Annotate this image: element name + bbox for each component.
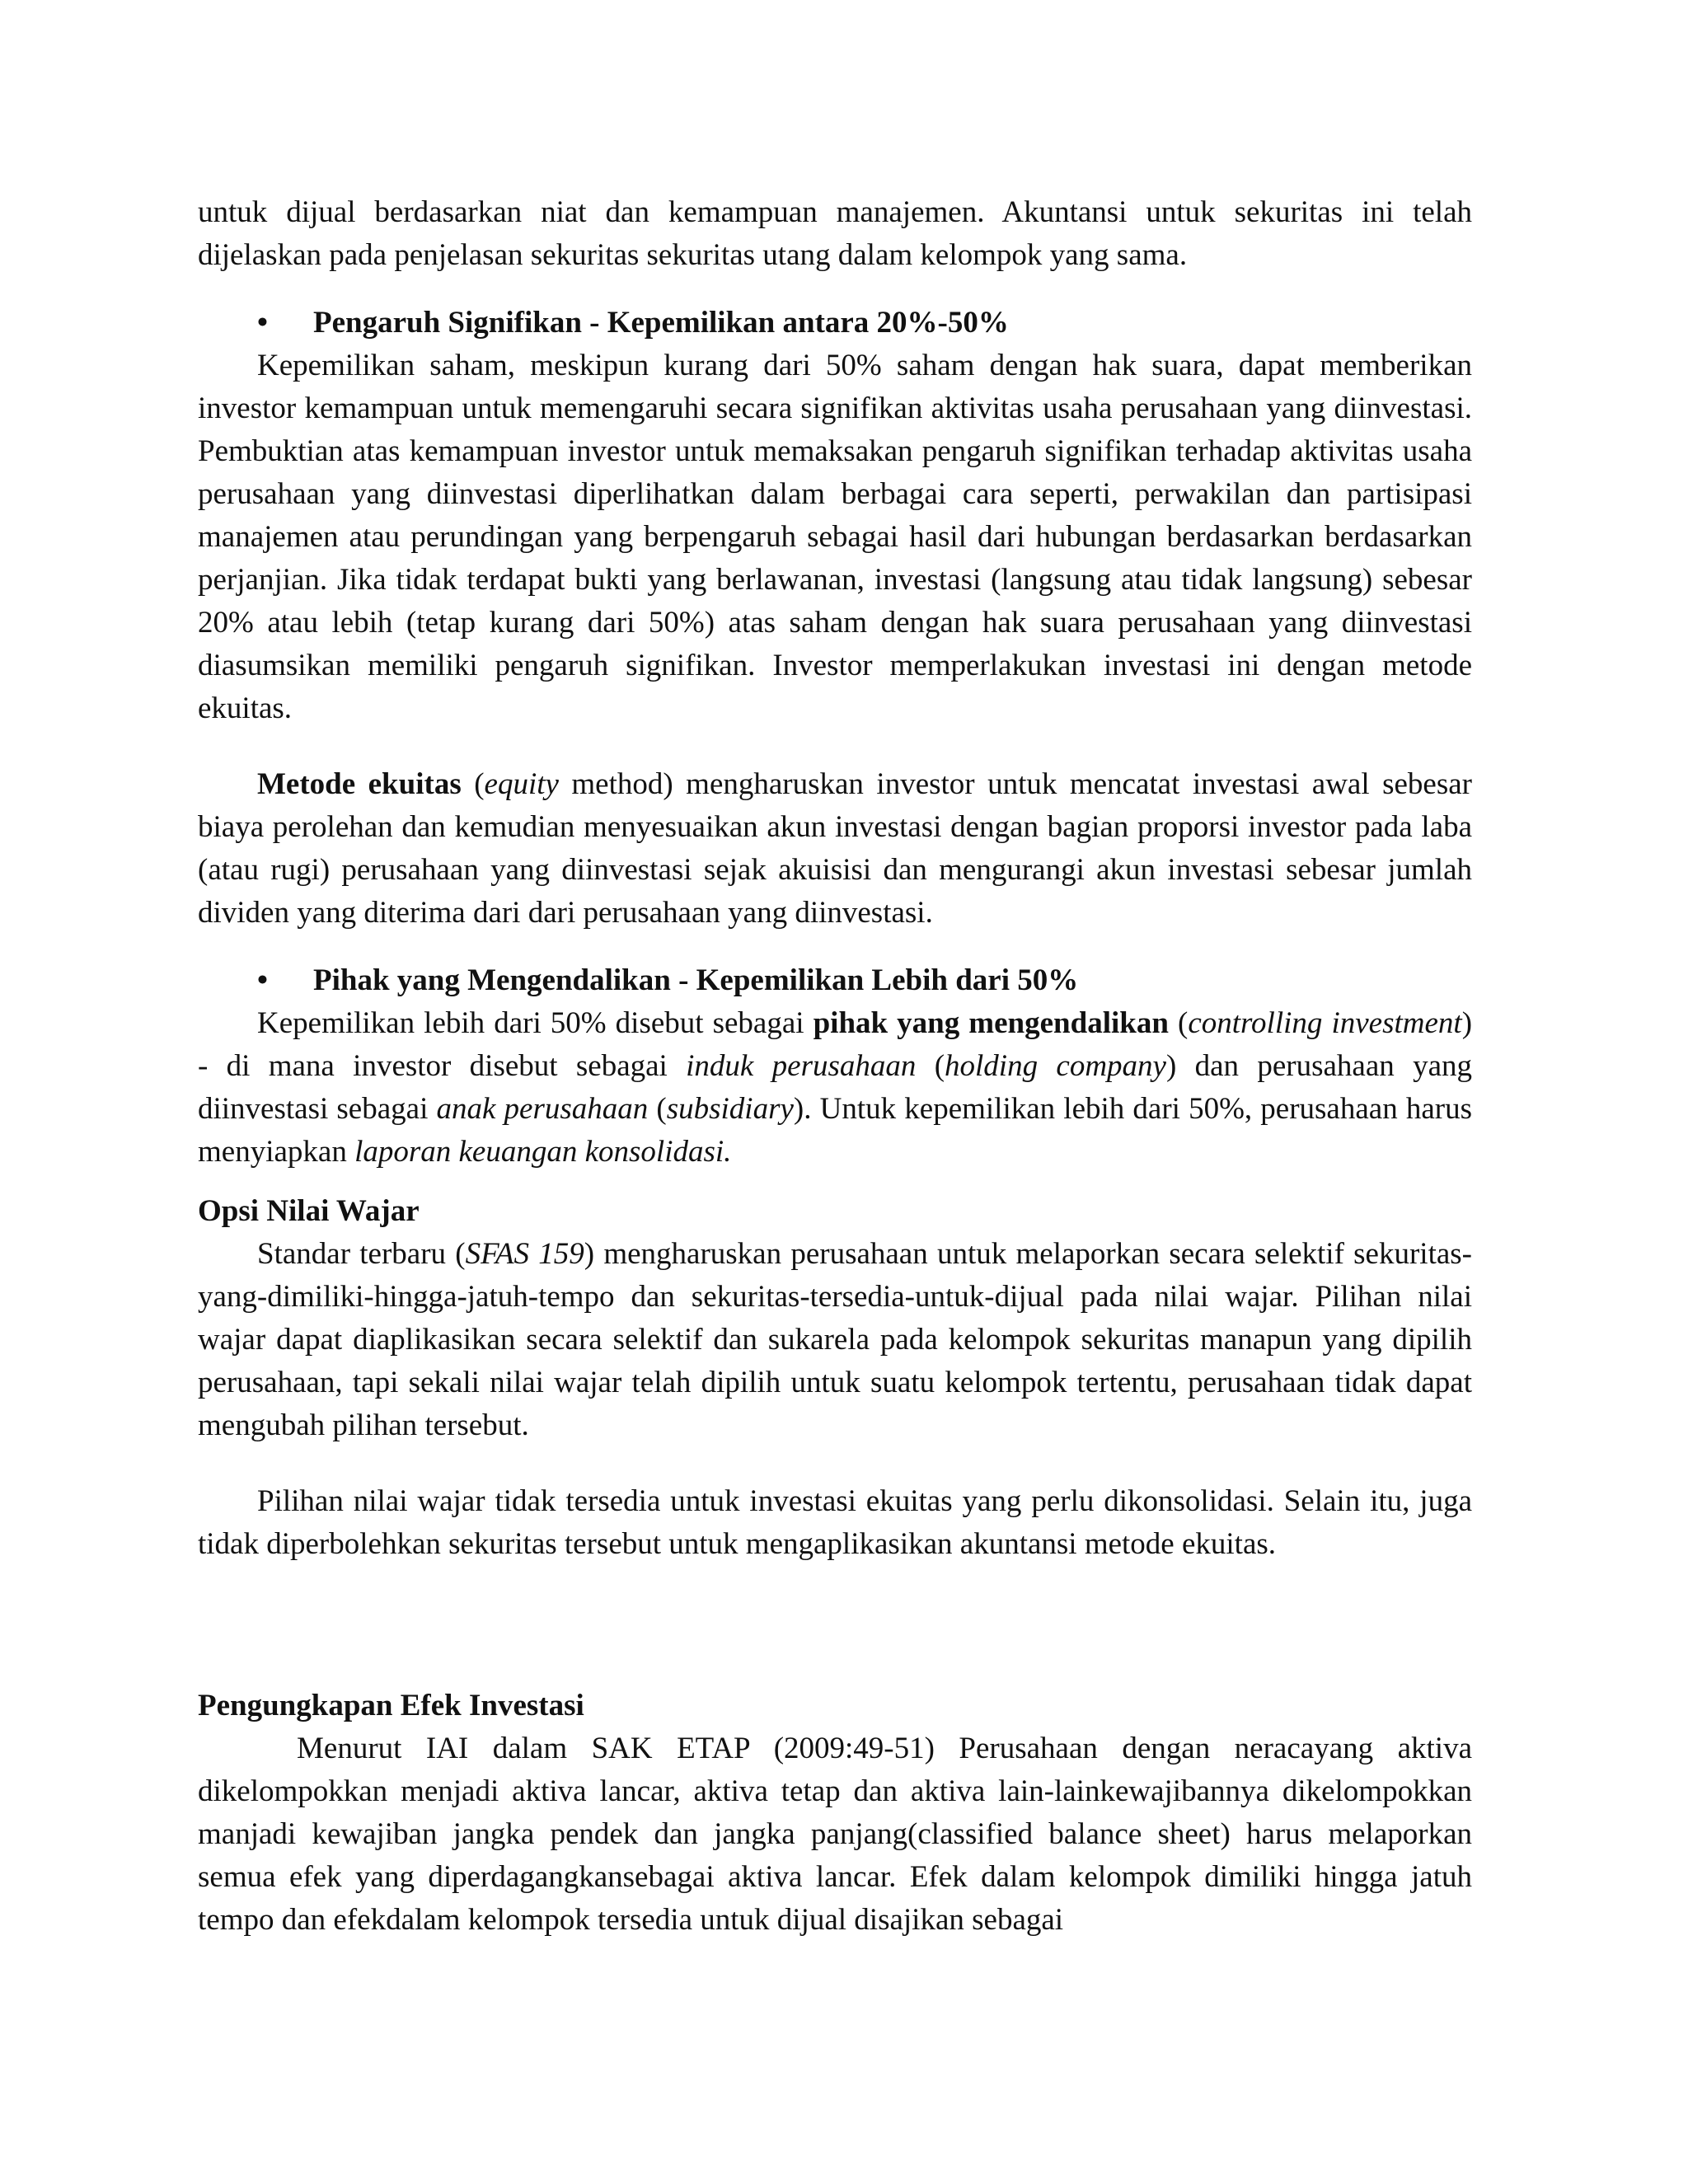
- intro-paragraph: untuk dijual berdasarkan niat dan kemampuan manajemen. Akuntansi untuk sekuritas ini telah dijelaskan pada penjelasan sekuritas sekuritas utang dalam kelompok yang sama.: [198, 195, 1472, 272]
- bullet-heading-significant-influence: [198, 302, 1472, 344]
- bullet-icon: •: [257, 306, 268, 340]
- controlling-paragraph: [198, 1002, 1472, 1174]
- text-span: (: [461, 767, 485, 801]
- equity-method-paragraph: [198, 763, 1472, 935]
- controlling-term: pihak yang mengendalikan: [813, 1006, 1169, 1040]
- italic-term: SFAS 159: [465, 1237, 584, 1271]
- bullet-heading-text: Pihak yang Mengendalikan - Kepemilikan Lebih dari 50%: [313, 963, 1079, 997]
- text-span: ) mengharuskan perusahaan untuk melaporkan secara selektif sekuritas-yang-dimiliki-hingga-jatuh-tempo dan sekuritas-tersedia-untuk-dijual pada nilai wajar. Pilihan nilai wajar dapat diaplikasikan secara selektif dan sukarela pada kelompok sekuritas manapun yang dipilih perusahaan, tapi sekali nilai wajar telah dipilih untuk suatu kelompok tertentu, perusahaan tidak dapat mengubah pilihan tersebut.: [198, 1237, 1472, 1442]
- equity-method-term: Metode ekuitas: [257, 767, 462, 801]
- italic-term: subsidiary: [666, 1092, 794, 1126]
- bullet-icon: •: [257, 963, 268, 997]
- text-span: (: [916, 1049, 945, 1083]
- disclosure-paragraph: Menurut IAI dalam SAK ETAP (2009:49-51) Perusahaan dengan neracayang aktiva dikelompokkan menjadi aktiva lancar, aktiva tetap dan aktiva lain-lainkewajibannya dikelompokkan manjadi kewajiban jangka pendek dan jangka panjang(classified balance sheet) harus melaporkan semua efek yang diperdagangkansebagai aktiva lancar. Efek dalam kelompok dimiliki hingga jatuh tempo dan efekdalam kelompok tersedia untuk dijual disajikan sebagai: [198, 1732, 1472, 1937]
- italic-term: laporan keuangan konsolidasi.: [354, 1135, 732, 1169]
- disclosure-heading: Pengungkapan Efek Investasi: [198, 1689, 584, 1722]
- text-span: method) mengharuskan investor untuk mencatat investasi awal sebesar biaya perolehan dan kemudian menyesuaikan akun investasi dengan bagian proporsi investor pada laba (atau rugi) perusahaan yang diinvestasi sejak akuisisi dan mengurangi akun investasi sebesar jumlah dividen yang diterima dari dari perusahaan yang diinvestasi.: [198, 767, 1472, 930]
- text-span: ). Untuk kepemilikan lebih dari 50%, perusahaan harus menyiapkan: [198, 1092, 1472, 1169]
- text-span: (: [648, 1092, 667, 1126]
- bullet-heading-controlling: [198, 959, 1472, 1002]
- italic-term: induk perusahaan: [686, 1049, 917, 1083]
- bullet-heading-text: Pengaruh Signifikan - Kepemilikan antara 20%-50%: [313, 306, 1009, 340]
- text-span: (: [1168, 1006, 1189, 1040]
- equity-term-en: equity: [484, 767, 559, 801]
- fair-value-paragraph-2: Pilihan nilai wajar tidak tersedia untuk investasi ekuitas yang perlu dikonsolidasi. Selain itu, juga tidak diperbolehkan sekuritas tersebut untuk mengaplikasikan akuntansi metode ekuitas.: [198, 1484, 1472, 1561]
- italic-term: controlling investment: [1188, 1006, 1462, 1040]
- text-span: ) - di mana investor disebut sebagai: [198, 1006, 1473, 1083]
- text-span: Standar terbaru (: [257, 1237, 466, 1271]
- italic-term: holding company: [945, 1049, 1166, 1083]
- significant-influence-paragraph: Kepemilikan saham, meskipun kurang dari 50% saham dengan hak suara, dapat memberikan investor kemampuan untuk memengaruhi secara signifikan aktivitas usaha perusahaan yang diinvestasi. Pembuktian atas kemampuan investor untuk memaksakan pengaruh signifikan terhadap aktivitas usaha perusahaan yang diinvestasi diperlihatkan dalam berbagai cara seperti, perwakilan dan partisipasi manajemen atau perundingan yang berpengaruh sebagai hasil dari hubungan berdasarkan berdasarkan perjanjian. Jika tidak terdapat bukti yang berlawanan, investasi (langsung atau tidak langsung) sebesar 20% atau lebih (tetap kurang dari 50%) atas saham dengan hak suara perusahaan yang diinvestasi diasumsikan memiliki pengaruh signifikan. Investor memperlakukan investasi ini dengan metode ekuitas.: [198, 349, 1472, 725]
- fair-value-heading: Opsi Nilai Wajar: [198, 1194, 420, 1228]
- italic-term: anak perusahaan: [436, 1092, 649, 1126]
- text-span: ) dan perusahaan yang diinvestasi sebagai: [198, 1049, 1473, 1126]
- text-span: Kepemilikan lebih dari 50% disebut sebagai: [257, 1006, 814, 1040]
- fair-value-paragraph-1: [198, 1233, 1472, 1447]
- document-page: [198, 191, 1472, 1942]
